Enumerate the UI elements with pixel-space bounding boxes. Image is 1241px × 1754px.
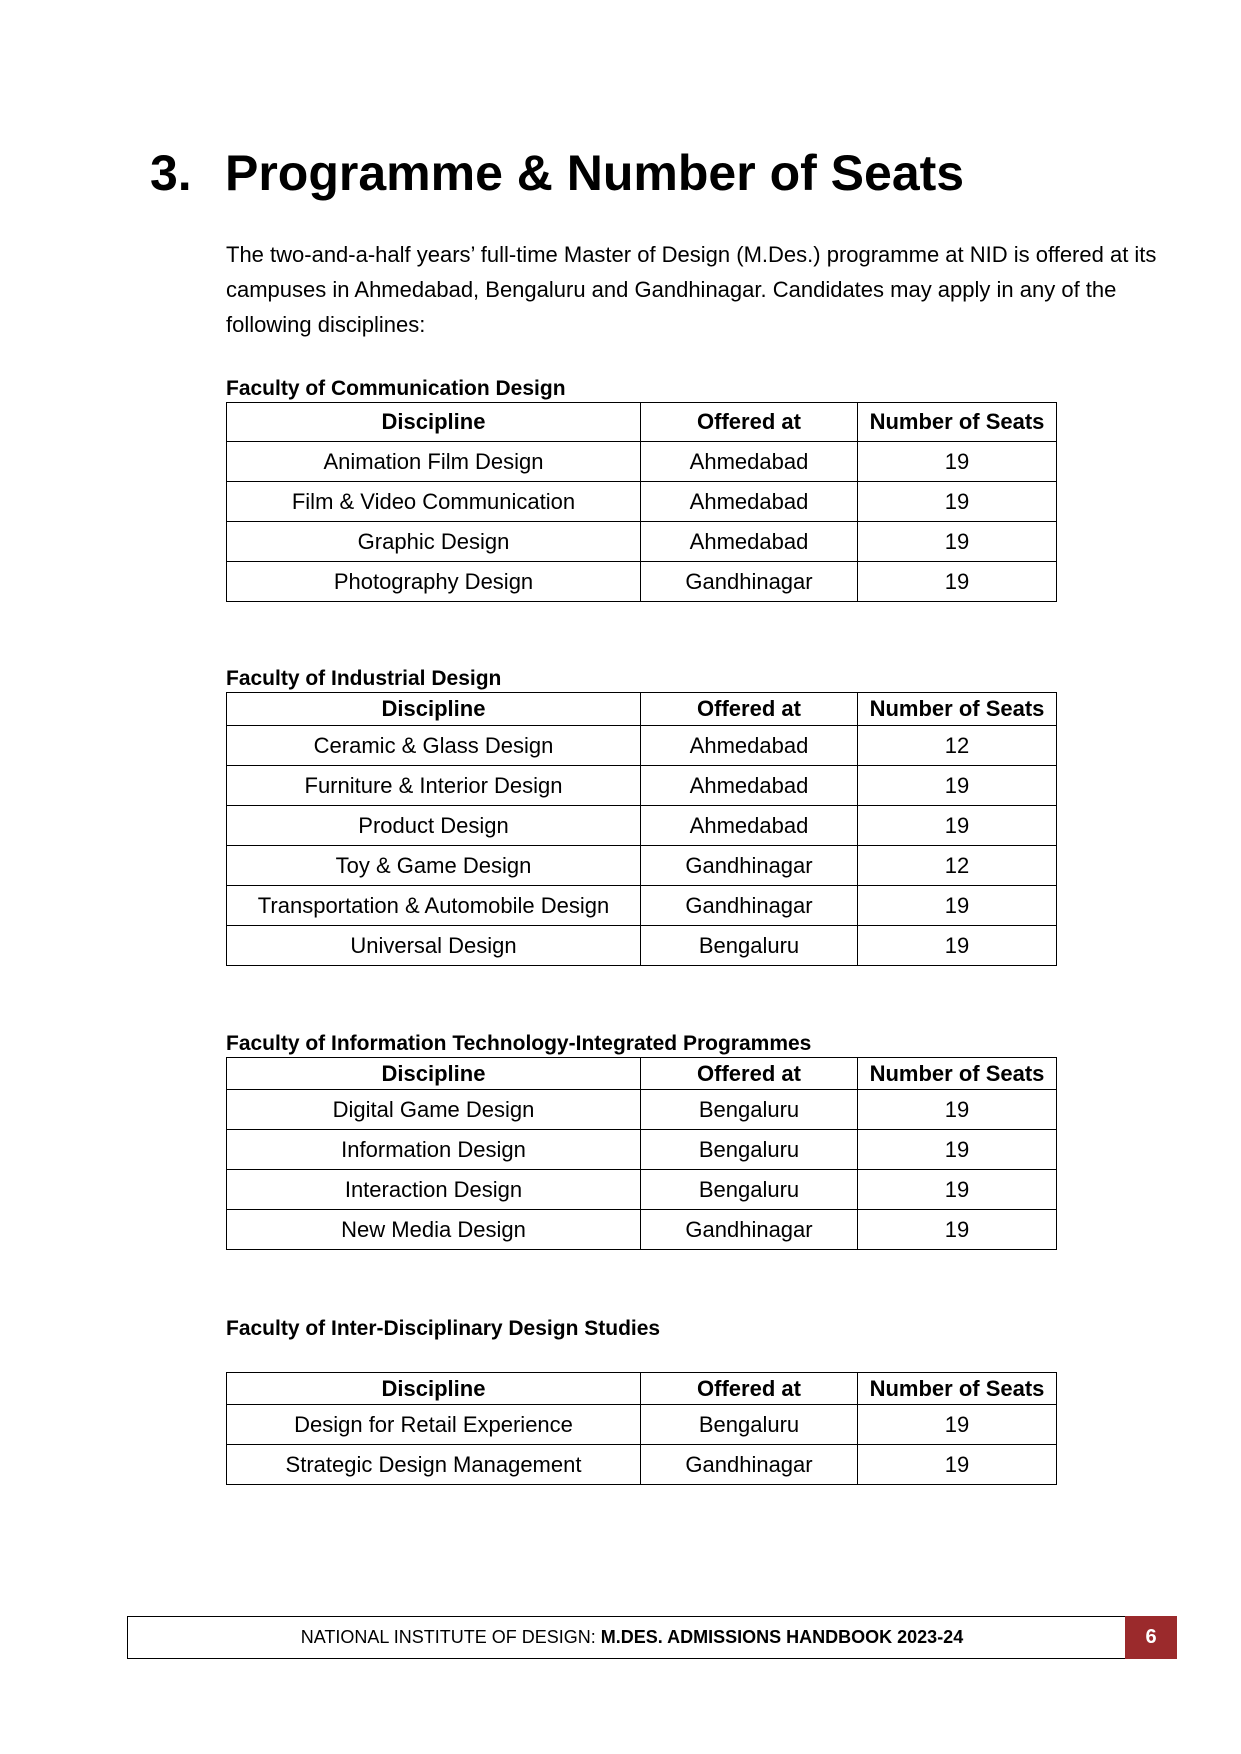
offered-at-cell: Gandhinagar	[641, 886, 858, 926]
page-number: 6	[1125, 1616, 1177, 1659]
offered-at-cell: Ahmedabad	[641, 766, 858, 806]
discipline-header: Discipline	[227, 693, 641, 726]
table-header-row	[227, 1058, 1057, 1090]
seats-cell: 19	[858, 1170, 1057, 1210]
discipline-cell: Photography Design	[227, 562, 641, 602]
footer-institute: NATIONAL INSTITUTE OF DESIGN:	[300, 1627, 601, 1647]
offered-at-cell: Bengaluru	[641, 1405, 858, 1445]
seats-cell: 19	[858, 1090, 1057, 1130]
offered-at-header: Offered at	[641, 1058, 858, 1090]
discipline-cell: Graphic Design	[227, 522, 641, 562]
offered-at-cell: Ahmedabad	[641, 806, 858, 846]
table-row	[227, 562, 1057, 602]
seats-cell: 12	[858, 846, 1057, 886]
section-heading: Faculty of Inter-Disciplinary Design Studies	[226, 1317, 661, 1340]
discipline-cell: Design for Retail Experience	[227, 1405, 641, 1445]
offered-at-cell: Bengaluru	[641, 1170, 858, 1210]
communication-design-section	[226, 376, 1056, 602]
seats-cell: 19	[858, 1130, 1057, 1170]
seats-cell: 19	[858, 442, 1057, 482]
industrial-design-section	[226, 666, 1056, 966]
section-title: Programme & Number of Seats	[225, 145, 965, 201]
discipline-cell: Transportation & Automobile Design	[227, 886, 641, 926]
offered-at-cell: Bengaluru	[641, 1090, 858, 1130]
discipline-cell: Information Design	[227, 1130, 641, 1170]
page-footer	[127, 1616, 1177, 1659]
discipline-cell: New Media Design	[227, 1210, 641, 1250]
table-row	[227, 886, 1057, 926]
table-row	[227, 1210, 1057, 1250]
inter-disciplinary-table	[226, 1372, 1057, 1485]
discipline-header: Discipline	[227, 1373, 641, 1405]
section-number: 3.	[150, 145, 192, 201]
section-heading: Faculty of Information Technology-Integrated Programmes	[226, 1032, 812, 1055]
seats-header: Number of Seats	[858, 1058, 1057, 1090]
intro-paragraph: The two-and-a-half years’ full-time Master of Design (M.Des.) programme at NID is offered at its campuses in Ahmedabad, Bengaluru and Gandhinagar. Candidates may apply in any of the following disciplines:	[226, 242, 1157, 337]
discipline-cell: Universal Design	[227, 926, 641, 966]
offered-at-cell: Ahmedabad	[641, 482, 858, 522]
offered-at-cell: Ahmedabad	[641, 442, 858, 482]
offered-at-cell: Bengaluru	[641, 1130, 858, 1170]
seats-cell: 19	[858, 522, 1057, 562]
offered-at-cell: Ahmedabad	[641, 522, 858, 562]
offered-at-header: Offered at	[641, 1373, 858, 1405]
discipline-cell: Furniture & Interior Design	[227, 766, 641, 806]
offered-at-header: Offered at	[641, 403, 858, 442]
communication-design-table	[226, 402, 1057, 602]
seats-cell: 19	[858, 1405, 1057, 1445]
offered-at-cell: Bengaluru	[641, 926, 858, 966]
discipline-cell: Strategic Design Management	[227, 1445, 641, 1485]
it-integrated-section	[226, 1031, 1056, 1250]
seats-cell: 19	[858, 886, 1057, 926]
section-heading: Faculty of Industrial Design	[226, 667, 502, 690]
seats-cell: 19	[858, 562, 1057, 602]
discipline-header: Discipline	[227, 1058, 641, 1090]
offered-at-cell: Gandhinagar	[641, 1210, 858, 1250]
seats-cell: 19	[858, 1445, 1057, 1485]
table-row	[227, 726, 1057, 766]
seats-cell: 19	[858, 1210, 1057, 1250]
discipline-cell: Toy & Game Design	[227, 846, 641, 886]
discipline-cell: Interaction Design	[227, 1170, 641, 1210]
page-title	[150, 143, 964, 203]
table-row	[227, 1170, 1057, 1210]
seats-cell: 12	[858, 726, 1057, 766]
seats-cell: 19	[858, 482, 1057, 522]
table-row	[227, 846, 1057, 886]
table-row	[227, 806, 1057, 846]
industrial-design-table	[226, 692, 1057, 966]
table-header-row	[227, 1373, 1057, 1405]
discipline-cell: Digital Game Design	[227, 1090, 641, 1130]
footer-text	[128, 1627, 1176, 1648]
discipline-header: Discipline	[227, 403, 641, 442]
table-row	[227, 522, 1057, 562]
discipline-cell: Ceramic & Glass Design	[227, 726, 641, 766]
footer-handbook-title: M.DES. ADMISSIONS HANDBOOK 2023-24	[600, 1627, 964, 1647]
offered-at-cell: Gandhinagar	[641, 846, 858, 886]
offered-at-cell: Gandhinagar	[641, 562, 858, 602]
table-header-row	[227, 693, 1057, 726]
seats-header: Number of Seats	[858, 693, 1057, 726]
it-integrated-table	[226, 1057, 1057, 1250]
offered-at-header: Offered at	[641, 693, 858, 726]
seats-header: Number of Seats	[858, 403, 1057, 442]
table-row	[227, 926, 1057, 966]
seats-cell: 19	[858, 766, 1057, 806]
table-row	[227, 1405, 1057, 1445]
table-row	[227, 1445, 1057, 1485]
seats-cell: 19	[858, 806, 1057, 846]
section-heading: Faculty of Communication Design	[226, 377, 566, 400]
seats-cell: 19	[858, 926, 1057, 966]
table-header-row	[227, 403, 1057, 442]
table-row	[227, 1090, 1057, 1130]
seats-header: Number of Seats	[858, 1373, 1057, 1405]
discipline-cell: Product Design	[227, 806, 641, 846]
offered-at-cell: Gandhinagar	[641, 1445, 858, 1485]
table-row	[227, 442, 1057, 482]
offered-at-cell: Ahmedabad	[641, 726, 858, 766]
discipline-cell: Animation Film Design	[227, 442, 641, 482]
table-row	[227, 482, 1057, 522]
discipline-cell: Film & Video Communication	[227, 482, 641, 522]
table-row	[227, 1130, 1057, 1170]
table-row	[227, 766, 1057, 806]
inter-disciplinary-section	[226, 1316, 1056, 1485]
